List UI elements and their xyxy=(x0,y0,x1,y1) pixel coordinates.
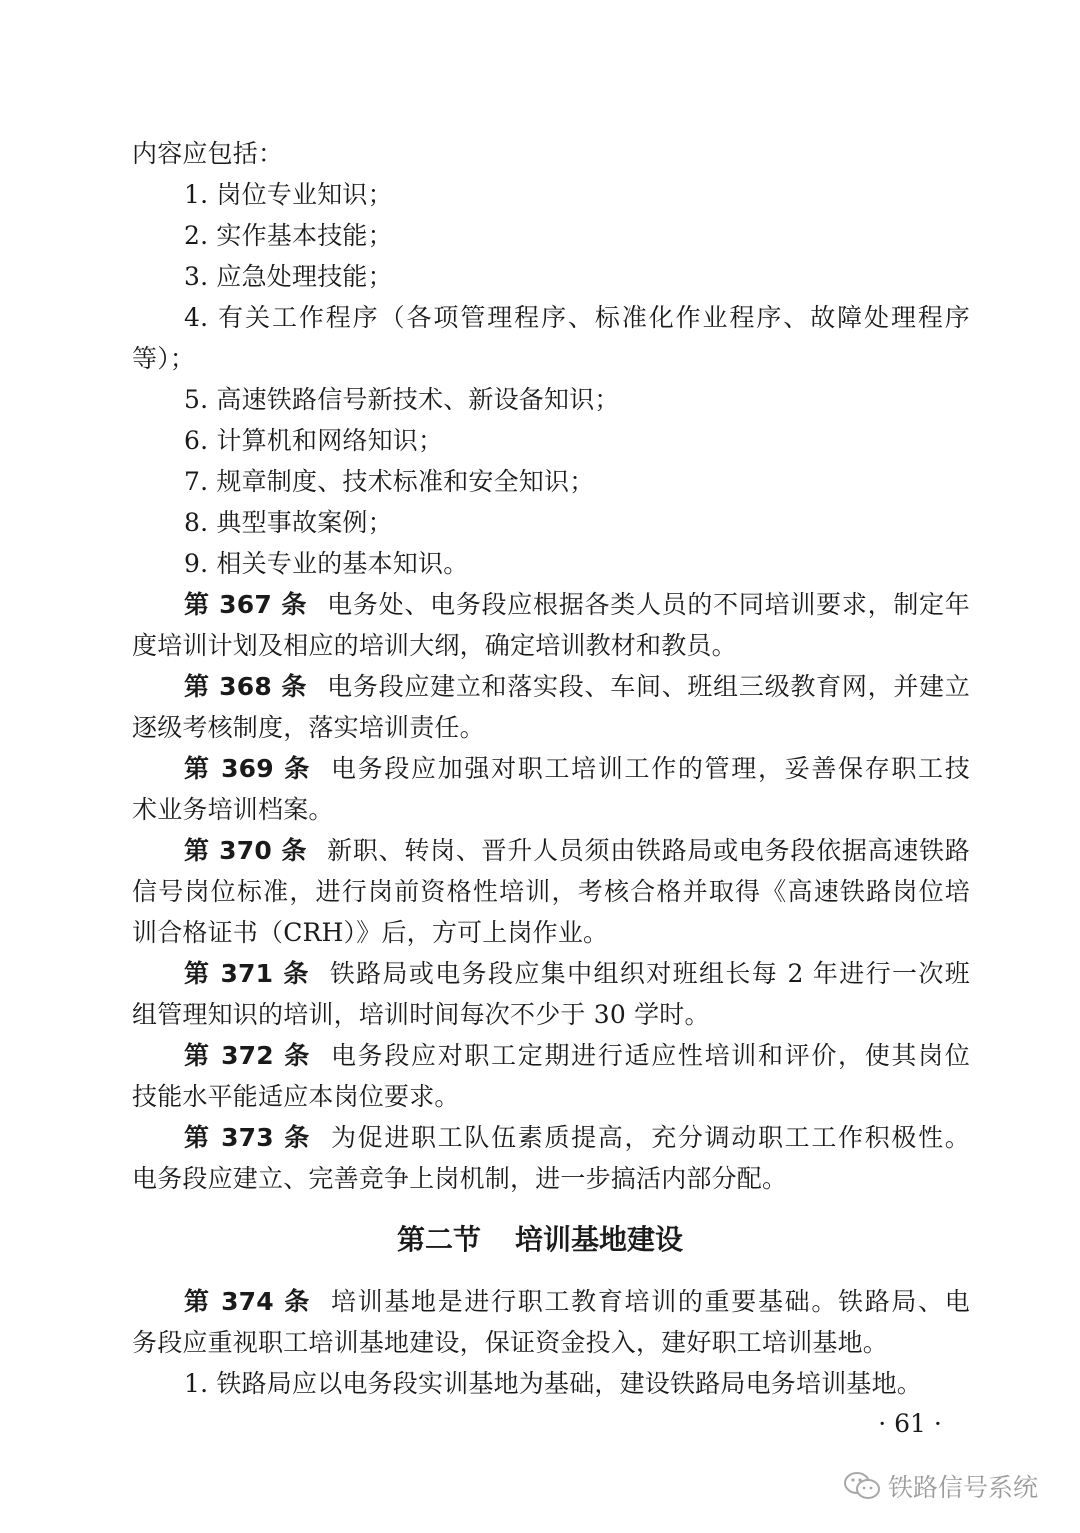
section-heading xyxy=(0,1218,1080,1262)
article-text-line: 技能水平能适应本岗位要求。 xyxy=(132,1082,460,1111)
article-text-line: 组管理知识的培训，培训时间每次不少于 30 学时。 xyxy=(132,1000,710,1029)
article-text: 电务处、电务段应根据各类人员的不同培训要求，制定年 xyxy=(327,590,970,619)
article-text-line: 度培训计划及相应的培训大纲，确定培训教材和教员。 xyxy=(132,631,737,660)
list-item: 3. 应急处理技能； xyxy=(184,262,393,291)
article-371 xyxy=(184,953,970,994)
list-item-continuation: 等）； xyxy=(132,344,196,373)
list-item: 8. 典型事故案例； xyxy=(184,508,393,537)
list-item: 6. 计算机和网络知识； xyxy=(184,426,444,455)
article-text-line: 术业务培训档案。 xyxy=(132,795,334,824)
article-label: 第 370 条 xyxy=(184,836,308,865)
list-item: 1. 岗位专业知识； xyxy=(184,180,393,209)
intro-line: 内容应包括： xyxy=(132,139,284,168)
list-item: 2. 实作基本技能； xyxy=(184,221,393,250)
watermark-text: 铁路信号系统 xyxy=(888,1473,1039,1502)
article-369 xyxy=(184,748,970,789)
article-text: 培训基地是进行职工教育培训的重要基础。铁路局、电 xyxy=(330,1287,970,1316)
article-372 xyxy=(184,1035,970,1076)
article-text: 新职、转岗、晋升人员须由铁路局或电务段依据高速铁路 xyxy=(327,836,970,865)
article-text: 铁路局或电务段应集中组织对班组长每 2 年进行一次班 xyxy=(329,959,970,988)
section-number: 第二节 xyxy=(396,1223,481,1256)
article-text: 电务段应加强对职工培训工作的管理，妥善保存职工技 xyxy=(330,754,970,783)
article-text-line: 训合格证书（CRH）》后，方可上岗作业。 xyxy=(132,918,609,947)
article-374 xyxy=(184,1281,970,1322)
article-370 xyxy=(184,830,970,871)
article-label: 第 372 条 xyxy=(184,1041,311,1070)
wechat-icon xyxy=(842,1470,882,1502)
article-text-line: 电务段应建立、完善竞争上岗机制，进一步搞活内部分配。 xyxy=(132,1164,788,1193)
article-label: 第 374 条 xyxy=(184,1287,311,1316)
list-item: 9. 相关专业的基本知识。 xyxy=(184,549,469,578)
article-label: 第 368 条 xyxy=(184,672,308,701)
article-label: 第 369 条 xyxy=(184,754,311,783)
page-number: · 61 · xyxy=(878,1409,942,1438)
article-text: 电务段应建立和落实段、车间、班组三级教育网，并建立 xyxy=(327,672,970,701)
article-367 xyxy=(184,584,970,625)
list-item: 7. 规章制度、技术标准和安全知识； xyxy=(184,467,595,496)
watermark xyxy=(842,1466,1038,1506)
list-item: 4. 有关工作程序（各项管理程序、标准化作业程序、故障处理程序 xyxy=(184,303,970,332)
article-label: 第 371 条 xyxy=(184,959,310,988)
article-text-line: 逐级考核制度，落实培训责任。 xyxy=(132,713,485,742)
article-label: 第 367 条 xyxy=(184,590,308,619)
article-text: 电务段应对职工定期进行适应性培训和评价，使其岗位 xyxy=(330,1041,970,1070)
section-title: 培训基地建设 xyxy=(515,1223,684,1256)
article-text-line: 信号岗位标准，进行岗前资格性培训，考核合格并取得《高速铁路岗位培 xyxy=(132,877,970,906)
list-item: 1. 铁路局应以电务段实训基地为基础，建设铁路局电务培训基地。 xyxy=(184,1369,923,1398)
list-item: 5. 高速铁路信号新技术、新设备知识； xyxy=(184,385,620,414)
article-text: 为促进职工队伍素质提高，充分调动职工工作积极性。 xyxy=(330,1123,970,1152)
article-label: 第 373 条 xyxy=(184,1123,311,1152)
article-368 xyxy=(184,666,970,707)
article-373 xyxy=(184,1117,970,1158)
article-text-line: 务段应重视职工培训基地建设，保证资金投入，建好职工培训基地。 xyxy=(132,1328,889,1357)
